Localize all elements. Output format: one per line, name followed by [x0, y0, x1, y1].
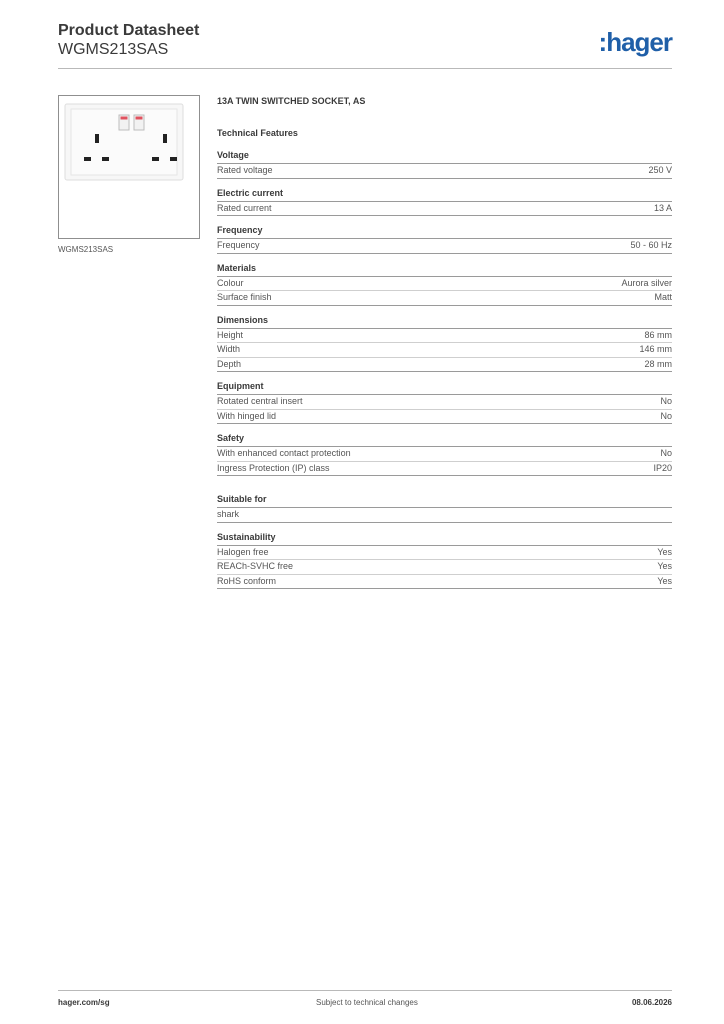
section-title: Voltage	[217, 150, 672, 164]
spec-label: Surface finish	[217, 292, 272, 302]
spec-label: Colour	[217, 277, 244, 288]
section-sustainability	[217, 532, 672, 590]
spec-value: IP20	[653, 462, 672, 473]
spec-label: REACh-SVHC free	[217, 561, 294, 571]
spec-row	[217, 560, 672, 575]
spec-label: Depth	[217, 358, 242, 369]
spec-row	[217, 447, 672, 462]
product-image	[58, 95, 200, 239]
spec-row	[217, 395, 672, 410]
website-link[interactable]: hager.com/sg	[58, 998, 110, 1007]
spec-value: Yes	[657, 546, 672, 557]
section-title: Safety	[217, 433, 672, 447]
spec-row	[217, 410, 672, 425]
product-name: 13A TWIN SWITCHED SOCKET, AS	[217, 96, 366, 106]
spec-row	[217, 164, 672, 179]
spec-row	[217, 239, 672, 254]
footer-date: 08.06.2026	[631, 998, 672, 1007]
spec-value: 86 mm	[644, 329, 672, 340]
spec-value: Matt	[654, 292, 672, 302]
section-frequency	[217, 225, 672, 254]
hager-logo: :hager	[598, 27, 672, 57]
spec-label: Frequency	[217, 240, 260, 250]
spec-label: Rotated central insert	[217, 396, 303, 406]
technical-content	[217, 96, 672, 598]
spec-value: No	[660, 410, 672, 421]
spec-row	[217, 575, 672, 590]
spec-value: 250 V	[648, 165, 672, 175]
spec-label: With hinged lid	[217, 410, 277, 421]
section-title: Electric current	[217, 188, 672, 202]
spec-value: 28 mm	[644, 358, 672, 369]
spec-value: 50 - 60 Hz	[630, 240, 672, 250]
spec-value: Aurora silver	[621, 277, 672, 288]
spec-label: RoHS conform	[217, 575, 277, 586]
section-dimensions	[217, 315, 672, 373]
section-safety	[217, 433, 672, 476]
spec-value: No	[660, 396, 672, 406]
section-title: Equipment	[217, 381, 672, 395]
page-header	[58, 22, 672, 59]
header-divider	[58, 68, 672, 69]
section-materials	[217, 263, 672, 306]
document-title: Product Datasheet	[58, 22, 200, 39]
spec-row	[217, 277, 672, 292]
spec-row	[217, 329, 672, 344]
spec-value: 13 A	[653, 202, 672, 213]
spec-row	[217, 202, 672, 217]
spec-label: Rated voltage	[217, 165, 273, 175]
spec-row	[217, 546, 672, 561]
product-code: WGMS213SAS	[58, 41, 169, 58]
spec-row	[217, 291, 672, 306]
spec-label: With enhanced contact protection	[217, 448, 351, 458]
spec-row	[217, 343, 672, 358]
spec-value: Yes	[657, 575, 672, 586]
image-caption: WGMS213SAS	[58, 245, 114, 254]
spec-value: Yes	[657, 561, 672, 571]
section-voltage	[217, 150, 672, 179]
spec-row	[217, 462, 672, 477]
section-title: Suitable for	[217, 494, 672, 508]
section-equipment	[217, 381, 672, 424]
spec-label: Width	[217, 344, 241, 354]
footer-divider	[58, 990, 672, 991]
section-title: Dimensions	[217, 315, 672, 329]
section-title: Materials	[217, 263, 672, 277]
twin-socket-icon	[59, 96, 199, 238]
technical-features-heading: Technical Features	[217, 128, 298, 138]
spec-value: No	[660, 448, 672, 458]
spec-label: Height	[217, 329, 244, 340]
section-title: Frequency	[217, 225, 672, 239]
spec-value: 146 mm	[639, 344, 672, 354]
spec-label: Halogen free	[217, 546, 269, 557]
section-electric-current	[217, 188, 672, 217]
footer-note: Subject to technical changes	[316, 998, 418, 1007]
section-suitable-for	[217, 494, 672, 523]
spec-label: shark	[217, 509, 240, 519]
section-title: Sustainability	[217, 532, 672, 546]
spec-label: Ingress Protection (IP) class	[217, 462, 330, 473]
spec-row	[217, 508, 672, 523]
spec-row	[217, 358, 672, 373]
spec-label: Rated current	[217, 202, 272, 213]
